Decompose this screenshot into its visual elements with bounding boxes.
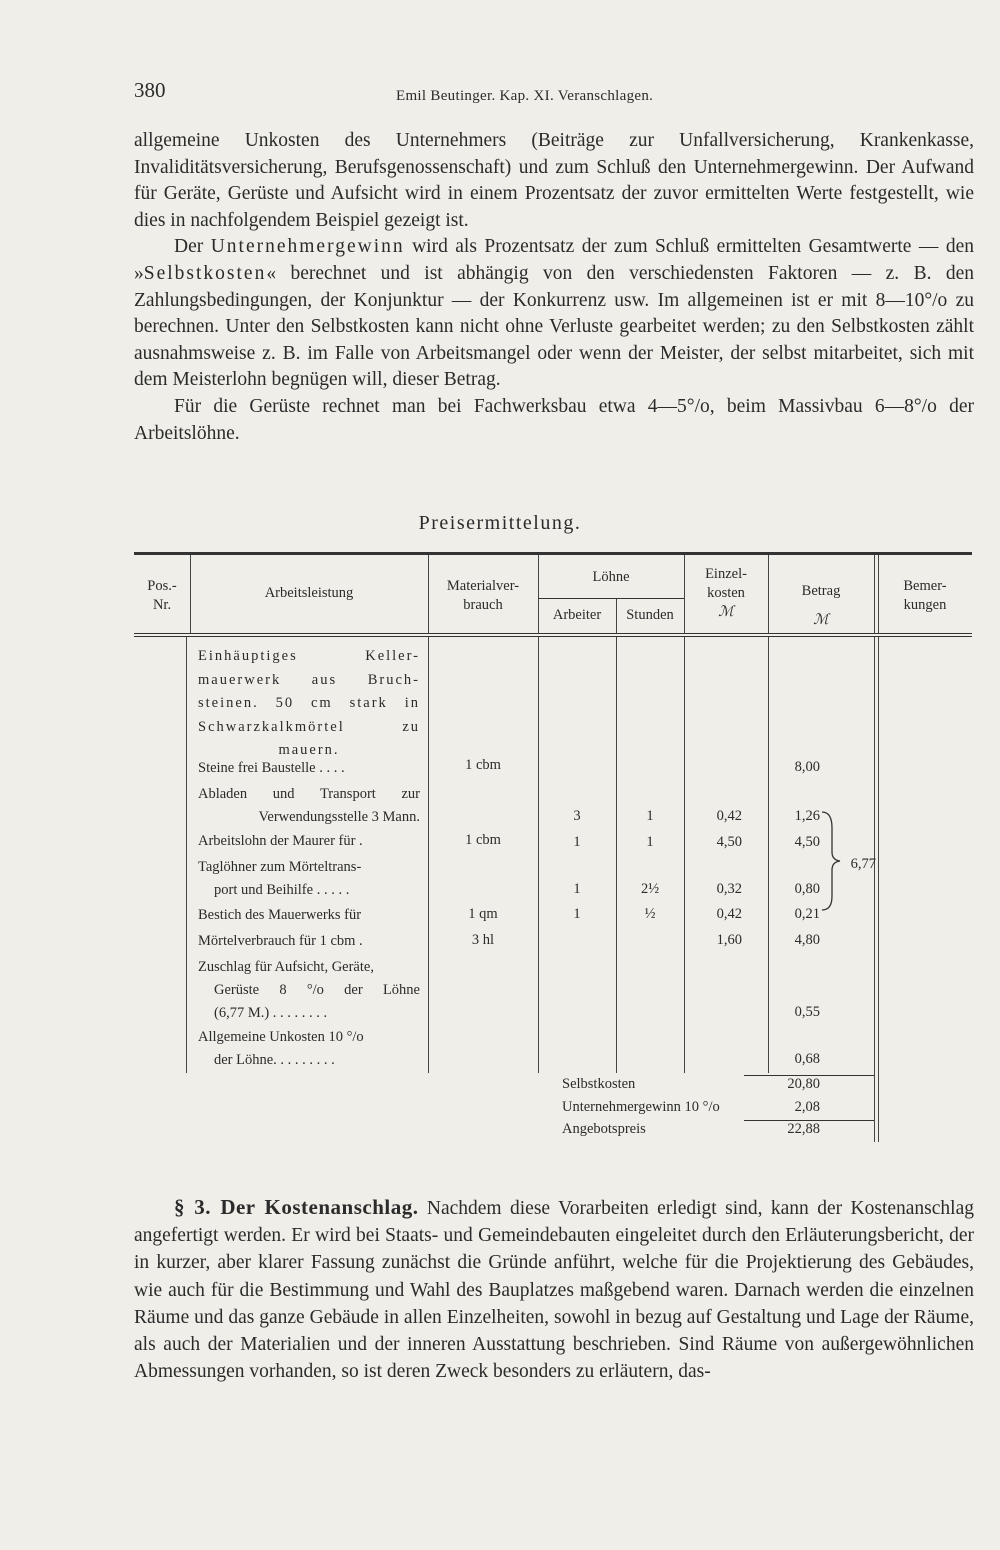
paragraph-1: allgemeine Unkosten des Unternehmers (Beiträge zur Unfallversicherung, Krankenkasse, Invaliditätsversicherung, Berufsgenossenschaft) und zum Schluß den Unternehmergewinn. Der Aufwand für Geräte, Gerüste und Aufsicht wird in einem Prozentsatz der zuvor ermittelten Werte festgestellt, wie dies in nachfolgendem Beispiel gezeigt ist. — [134, 130, 974, 231]
loehne-subrule — [538, 598, 684, 599]
cell-betrag: 8,00 — [794, 759, 820, 775]
cell-betrag: 0,68 — [794, 1051, 820, 1067]
section-3 — [134, 1194, 974, 1385]
table-top-rule — [134, 552, 972, 555]
cell-betrag: 1,26 — [794, 808, 820, 824]
cell-stunden: 2½ — [640, 881, 660, 897]
header-betrag: Betrag ℳ — [801, 583, 841, 628]
term-unternehmergewinn: Unternehmergewinn — [210, 236, 405, 258]
header-rule-2 — [134, 636, 972, 637]
cell-einzel: 0,42 — [716, 808, 742, 824]
header-einzelkosten: Einzel- kosten ℳ — [705, 566, 747, 620]
cell-material: 1 cbm — [465, 757, 501, 773]
paragraph-2: Der Unternehmergewinn wird als Prozentsatz der zum Schluß ermittelten Gesamtwerte — den »Selbstkosten« berechnet und ist abhängig von den verschiedensten Faktoren — z. B. den Zahlungsbedingungen, der Konjunktur — der Konkurrenz usw. Im allgemeinen ist er mit 8—10°/o zu berechnen. Unter den Selbstkosten kann nicht ohne Verluste gearbeitet werden; zu den Selbstkosten zählt ausnahmsweise z. B. im Falle von Arbeitsmangel oder wenn der Meister, der selbst mitarbeitet, sich mit dem Meisterlohn begnügen will, dieser Betrag. — [134, 236, 975, 391]
cell-betrag: 0,55 — [794, 1004, 820, 1020]
cell-betrag: 0,21 — [794, 906, 820, 922]
cell-stunden: 1 — [646, 834, 654, 850]
summary-value-gewinn: 2,08 — [794, 1099, 820, 1115]
table-row: Abladen und Transport zur — [198, 786, 420, 802]
table-row: Allgemeine Unkosten 10 °/o — [198, 1029, 364, 1045]
table-row: Bestich des Mauerwerks für — [198, 907, 362, 923]
table-title: Preisermittelung. — [418, 512, 582, 534]
summary-label-angebotspreis: Angebotspreis — [562, 1121, 646, 1137]
table-row: Zuschlag für Aufsicht, Geräte, — [198, 959, 374, 975]
cell-material: 1 cbm — [465, 832, 501, 848]
cell-arbeiter: 1 — [573, 881, 581, 897]
cell-betrag: 4,50 — [794, 834, 820, 850]
intro-text — [134, 128, 974, 447]
cell-stunden: 1 — [646, 808, 654, 824]
header-stunden: Stunden — [626, 607, 674, 623]
paragraph-3: Für die Gerüste rechnet man bei Fachwerksbau etwa 4—5°/o, beim Massivbau 6—8°/o der Arbeitslöhne. — [134, 395, 974, 444]
summary-label-gewinn: Unternehmergewinn 10 °/o — [562, 1099, 720, 1115]
cell-material: 3 hl — [471, 932, 495, 948]
table-row: Mörtelverbrauch für 1 cbm . — [198, 933, 363, 949]
cell-einzel: 1,60 — [716, 932, 742, 948]
header-arbeitsleistung: Arbeitsleistung — [264, 585, 354, 601]
header-arbeiter: Arbeiter — [552, 607, 602, 623]
header-loehne: Löhne — [592, 569, 630, 585]
cell-arbeiter: 1 — [573, 906, 581, 922]
cell-betrag: 0,80 — [794, 881, 820, 897]
cell-material: 1 qm — [468, 906, 498, 922]
header-bemerkungen: Bemer- kungen — [903, 578, 947, 613]
header-pos: Pos.- Nr. — [147, 578, 177, 613]
summary-value-selbstkosten: 20,80 — [787, 1076, 820, 1092]
cell-betrag: 4,80 — [794, 932, 820, 948]
cell-einzel: 0,42 — [716, 906, 742, 922]
running-head: Emil Beutinger. Kap. XI. Veranschlagen. — [396, 88, 654, 104]
table-row: Steine frei Baustelle . . . . — [198, 760, 345, 776]
summary-value-angebotspreis: 22,88 — [787, 1121, 820, 1137]
section-3-heading: § 3. Der Kostenanschlag. — [174, 1195, 419, 1219]
section-3-text: Nachdem diese Vorarbeiten erledigt sind, kann der Kostenanschlag angefertigt werden. Er wird bei Staats- und Gemeindebauten eingeleitet durch den Erläuterungsbericht, der in kurzer, aber klarer Fassung zunächst die Gründe anführt, welche für die Projektierung des Gebäudes, wie auch für die Bestimmung und Wahl des Bauplatzes maßgebend waren. Darnach werden die einzelnen Räume und das ganze Gebäude in allen Einzelheiten, sowohl in bezug auf Gestaltung und Lage der Räume, als auch der Materialien und der inneren Ausstattung beschrieben. Sind Räume von außergewöhnlichen Abmessungen vorhanden, so ist deren Zweck besonders zu erläutern, das- — [134, 1198, 974, 1383]
wage-sum: 6,77 — [850, 856, 876, 872]
task-title: Einhäuptiges Keller- mauerwerk aus Bruch- steinen. 50 cm stark in Schwarzkalkmörtel zu mauern. — [198, 648, 420, 758]
table-row: Arbeitslohn der Maurer für . — [198, 833, 363, 849]
cell-arbeiter: 3 — [573, 808, 581, 824]
cell-stunden: ½ — [644, 906, 656, 922]
header-rule-1 — [134, 633, 972, 634]
cell-arbeiter: 1 — [573, 834, 581, 850]
page-number: 380 — [134, 78, 166, 102]
cell-einzel: 0,32 — [716, 881, 742, 897]
header-material: Materialver- brauch — [446, 578, 520, 613]
cell-einzel: 4,50 — [716, 834, 742, 850]
term-selbstkosten: Selbstkosten — [143, 262, 267, 284]
table-row: Taglöhner zum Mörteltrans- — [198, 859, 362, 875]
summary-label-selbstkosten: Selbstkosten — [562, 1076, 636, 1092]
